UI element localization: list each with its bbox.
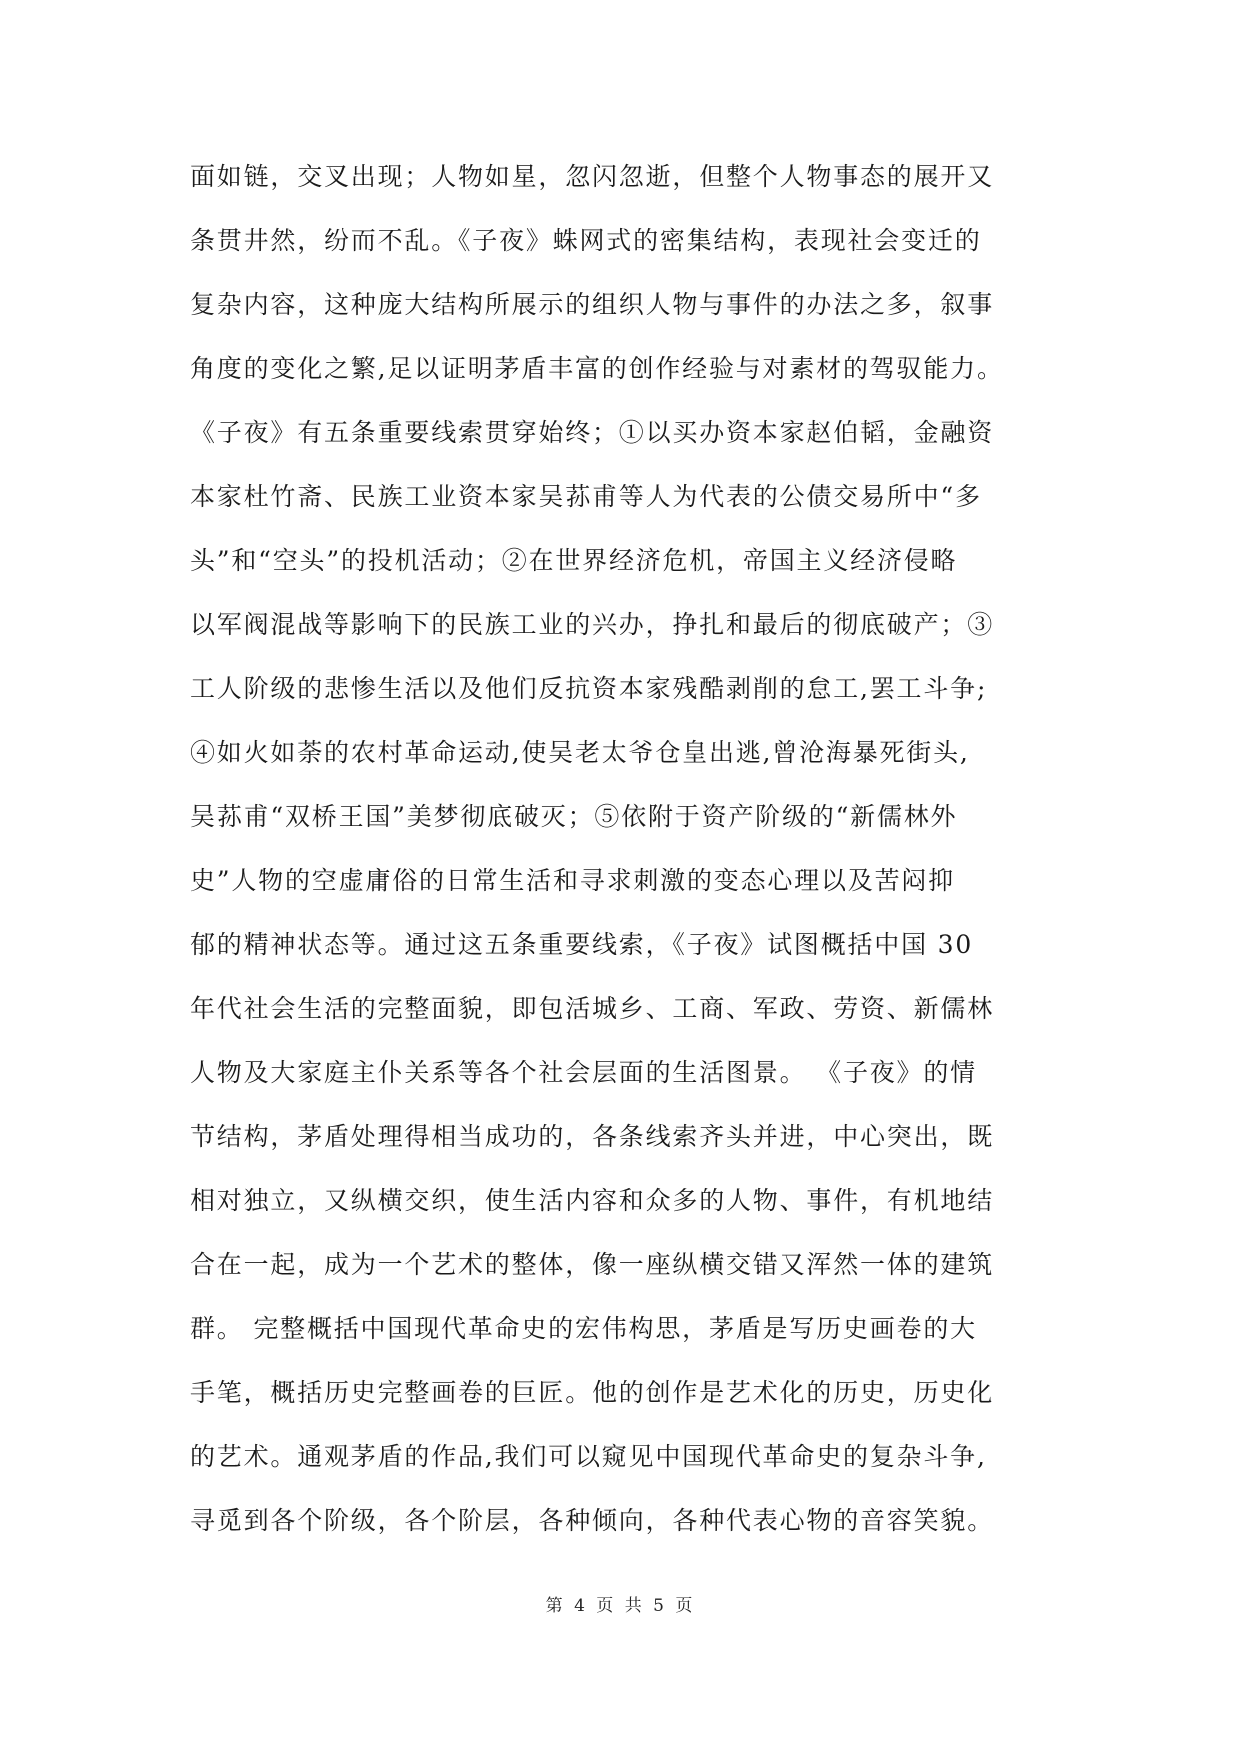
text-line-9: 工人阶级的悲惨生活以及他们反抗资本家残酷剥削的怠工,罢工斗争; (190, 674, 988, 703)
text-line-22: 寻觅到各个阶级，各个阶层，各种倾向，各种代表心物的音容笑貌。 (190, 1506, 995, 1535)
text-line-16: 节结构，茅盾处理得相当成功的，各条线索齐头并进，中心突出，既 (190, 1122, 995, 1151)
text-line-19: 群。 完整概括中国现代革命史的宏伟构思，茅盾是写历史画卷的大 (190, 1314, 977, 1343)
text-line-14: 年代社会生活的完整面貌，即包活城乡、工商、军政、劳资、新儒林 (190, 994, 995, 1023)
text-line-3: 复杂内容，这种庞大结构所展示的组织人物与事件的办法之多，叙事 (190, 290, 995, 319)
text-line-13: 郁的精神状态等。通过这五条重要线索，《子夜》试图概括中国 30 (190, 930, 974, 959)
page-footer: 第 4 页 共 5 页 (545, 1596, 696, 1616)
text-line-15: 人物及大家庭主仆关系等各个社会层面的生活图景。 《子夜》的情 (190, 1058, 977, 1087)
text-line-10: ④如火如荼的农村革命运动,使吴老太爷仓皇出逃,曾沧海暴死街头, (190, 738, 970, 767)
text-line-17: 相对独立，又纵横交织，使生活内容和众多的人物、事件，有机地结 (190, 1186, 995, 1215)
text-line-2: 条贯井然，纷而不乱。《子夜》蛛网式的密集结构，表现社会变迁的 (190, 226, 982, 255)
text-line-6: 本家杜竹斋、民族工业资本家吴荪甫等人为代表的公债交易所中“多 (190, 482, 982, 511)
text-line-1: 面如链，交叉出现；人物如星，忽闪忽逝，但整个人物事态的展开又 (190, 162, 995, 191)
text-line-21: 的艺术。通观茅盾的作品,我们可以窥见中国现代革命史的复杂斗争, (190, 1442, 987, 1471)
text-line-18: 合在一起，成为一个艺术的整体，像一座纵横交错又浑然一体的建筑 (190, 1250, 995, 1279)
text-line-5: 《子夜》有五条重要线索贯穿始终；①以买办资本家赵伯韬，金融资 (190, 418, 995, 447)
text-line-8: 以军阀混战等影响下的民族工业的兴办，挣扎和最后的彻底破产；③ (190, 610, 995, 639)
text-line-12: 史”人物的空虚庸俗的日常生活和寻求刺激的变态心理以及苦闷抑 (190, 866, 955, 895)
text-line-7: 头”和“空头”的投机活动；②在世界经济危机，帝国主义经济侵略 (190, 546, 958, 575)
text-line-20: 手笔，概括历史完整画卷的巨匠。他的创作是艺术化的历史，历史化 (190, 1378, 995, 1407)
text-line-4: 角度的变化之繁,足以证明茅盾丰富的创作经验与对素材的驾驭能力。 (190, 354, 1004, 383)
text-line-11: 吴荪甫“双桥王国”美梦彻底破灭；⑤依附于资产阶级的“新儒林外 (190, 802, 958, 831)
